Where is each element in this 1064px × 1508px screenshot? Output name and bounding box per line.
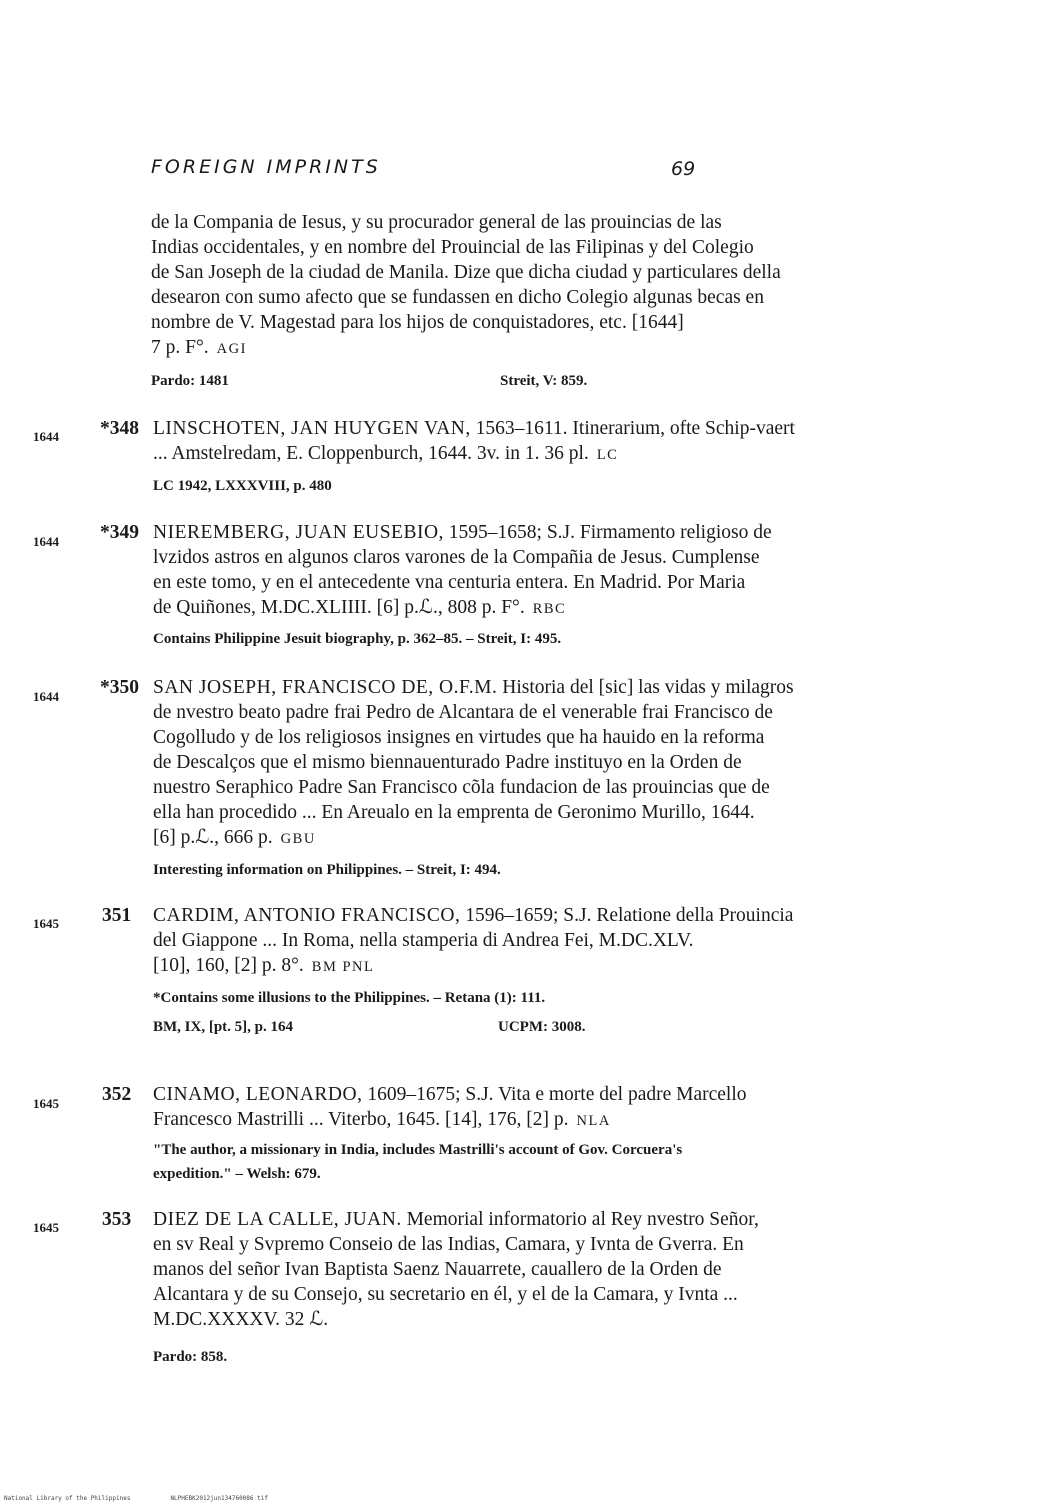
entry-title-start: 1596–1659; S.J. Relatione della Prouincia — [460, 905, 794, 926]
entry-line: nuestro Seraphico Padre San Francisco cõla fundacion de las prouincias que de — [153, 777, 770, 798]
note-left: BM, IX, [pt. 5], p. 164 — [153, 1019, 294, 1035]
entry-line — [153, 441, 618, 468]
library-code: AGI — [216, 341, 247, 357]
entry-text: Francesco Mastrilli ... Viterbo, 1645. [14], 176, [2] p. — [153, 1109, 569, 1130]
entry-line — [153, 595, 566, 622]
entry-author: CARDIM, ANTONIO FRANCISCO, — [153, 905, 461, 926]
running-title: FOREIGN IMPRINTS — [151, 156, 381, 178]
entry-line: en sv Real y Svpremo Conseio de las Indias, Camara, y Ivnta de Gverra. En — [153, 1234, 744, 1255]
entry-first-line — [153, 1207, 759, 1232]
entry-title-start: Memorial informatorio al Rey nvestro Señor, — [401, 1209, 759, 1230]
entry-note: "The author, a missionary in India, includes Mastrilli's account of Gov. Corcuera's — [153, 1142, 683, 1158]
entry-note: *Contains some illusions to the Philippines. – Retana (1): 111. — [153, 990, 546, 1006]
entry-text: de Quiñones, M.DC.XLIIII. [6] p.ℒ., 808 p. F°. — [153, 597, 525, 618]
library-code: LC — [596, 447, 619, 463]
library-code: NLA — [576, 1113, 611, 1129]
entry-line: Alcantara y de su Consejo, su secretario en él, y el de la Camara, y Ivnta ... — [153, 1284, 738, 1305]
entry-note: Interesting information on Philippines. – Streit, I: 494. — [153, 862, 501, 878]
entry-first-line — [153, 520, 772, 545]
entry-line: del Giappone ... In Roma, nella stamperia di Andrea Fei, M.DC.XLV. — [153, 930, 694, 951]
entry-first-line — [153, 903, 793, 928]
page-number: 69 — [671, 158, 696, 180]
entry-year: 1644 — [33, 534, 59, 549]
entry-text: [10], 160, [2] p. 8°. — [153, 955, 304, 976]
entry-first-line — [153, 1082, 747, 1107]
note-left: Pardo: 1481 — [151, 373, 229, 389]
entry-author: DIEZ DE LA CALLE, JUAN. — [153, 1209, 402, 1230]
footer-right: NLPHEBK2012jun134760086 tif — [170, 1495, 268, 1502]
entry-line — [153, 825, 316, 852]
entry-title-start: Historia del [sic] las vidas y milagros — [497, 677, 794, 698]
entry-title-start: 1595–1658; S.J. Firmamento religioso de — [443, 522, 772, 543]
entry-title-start: 1609–1675; S.J. Vita e morte del padre Marcello — [362, 1084, 747, 1105]
entry-number: 352 — [102, 1084, 132, 1105]
entry-line: de nvestro beato padre frai Pedro de Alcantara de el venerable frai Francisco de — [153, 702, 773, 723]
entry-first-line — [153, 416, 795, 441]
continuation-collation — [151, 335, 247, 362]
library-code: BM PNL — [311, 959, 375, 975]
continuation-line: de la Compania de Iesus, y su procurador general de las prouincias de las — [151, 212, 722, 233]
entry-number: *349 — [100, 522, 139, 543]
entry-note: Pardo: 858. — [153, 1349, 228, 1365]
entry-number: *350 — [100, 677, 139, 698]
entry-note: LC 1942, LXXXVIII, p. 480 — [153, 478, 332, 494]
footer-left: National Library of the Philippines — [4, 1495, 131, 1502]
entry-line — [153, 953, 374, 980]
entry-year: 1644 — [33, 429, 59, 444]
entry-author: LINSCHOTEN, JAN HUYGEN VAN, — [153, 418, 471, 439]
entry-year: 1645 — [33, 916, 59, 931]
entry-line: ella han procedido ... En Areualo en la emprenta de Geronimo Murillo, 1644. — [153, 802, 755, 823]
entry-author: SAN JOSEPH, FRANCISCO DE, O.F.M. — [153, 677, 498, 698]
entry-note: Contains Philippine Jesuit biography, p. 362–85. – Streit, I: 495. — [153, 631, 562, 647]
continuation-line: nombre de V. Magestad para los hijos de conquistadores, etc. [1644] — [151, 312, 684, 333]
running-header — [151, 156, 721, 184]
continuation-line: Indias occidentales, y en nombre del Prouincial de las Filipinas y del Colegio — [151, 237, 754, 258]
entry-line: manos del señor Ivan Baptista Saenz Nauarrete, cauallero de la Orden de — [153, 1259, 722, 1280]
library-code: RBC — [532, 601, 567, 617]
entry-number: 351 — [102, 905, 132, 926]
entry-line: en este tomo, y en el antecedente vna centuria entera. En Madrid. Por Maria — [153, 572, 746, 593]
note-right: Streit, V: 859. — [500, 373, 588, 389]
entry-author: NIEREMBERG, JUAN EUSEBIO, — [153, 522, 444, 543]
entry-text: [6] p.ℒ., 666 p. — [153, 827, 273, 848]
note-right: UCPM: 3008. — [498, 1019, 586, 1035]
entry-first-line — [153, 675, 794, 700]
library-code: GBU — [280, 831, 316, 847]
entry-number: *348 — [100, 418, 139, 439]
collation: 7 p. F°. — [151, 337, 209, 358]
scan-footer — [4, 1495, 308, 1502]
entry-line — [153, 1107, 611, 1134]
entry-line: Cogolludo y de los religiosos insignes en virtudes que ha hauido en la reforma — [153, 727, 765, 748]
entry-year: 1645 — [33, 1096, 59, 1111]
entry-line: lvzidos astros en algunos claros varones de la Compañia de Jesus. Cumplense — [153, 547, 760, 568]
entry-author: CINAMO, LEONARDO, — [153, 1084, 363, 1105]
entry-year: 1644 — [33, 689, 59, 704]
entry-number: 353 — [102, 1209, 132, 1230]
entry-text: ... Amstelredam, E. Cloppenburch, 1644. 3v. in 1. 36 pl. — [153, 443, 589, 464]
continuation-line: desearon con sumo afecto que se fundassen en dicho Colegio algunas becas en — [151, 287, 764, 308]
entry-year: 1645 — [33, 1220, 59, 1235]
entry-title-start: 1563–1611. Itinerarium, ofte Schip-vaert — [470, 418, 795, 439]
entry-line: de Descalços que el mismo biennauenturado Padre instituyo en la Orden de — [153, 752, 742, 773]
entry-note: expedition." – Welsh: 679. — [153, 1166, 321, 1182]
entry-line: M.DC.XXXXV. 32 ℒ. — [153, 1309, 329, 1330]
continuation-line: de San Joseph de la ciudad de Manila. Dize que dicha ciudad y particulares della — [151, 262, 781, 283]
